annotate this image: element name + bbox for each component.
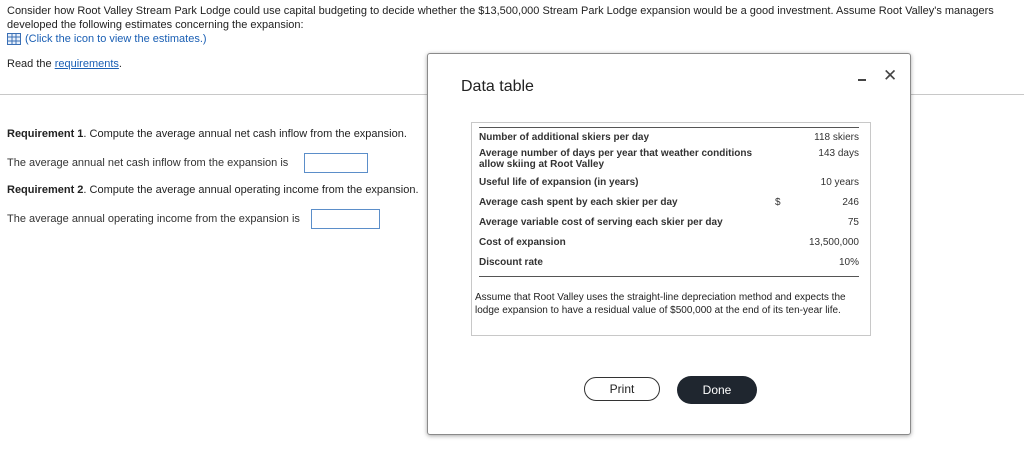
- grid-table-icon[interactable]: [7, 33, 21, 45]
- requirement-1-question: The average annual net cash inflow from the expansion is: [7, 157, 289, 169]
- read-suffix: .: [118, 58, 122, 70]
- table-row: [479, 148, 859, 177]
- estimates-table-box: [471, 122, 871, 336]
- operating-income-input[interactable]: [311, 209, 380, 229]
- table-row: [479, 217, 859, 237]
- dialog-title: Data table: [461, 78, 534, 95]
- row-currency: [775, 257, 789, 277]
- requirements-link[interactable]: requirements: [54, 58, 119, 70]
- row-value: 118 skiers: [789, 128, 859, 148]
- row-currency: [775, 148, 789, 177]
- row-currency: [775, 237, 789, 257]
- row-currency: [775, 177, 789, 197]
- row-label: Discount rate: [479, 257, 775, 277]
- row-value: 143 days: [818, 147, 859, 159]
- requirement-2-heading: [7, 184, 419, 196]
- requirement-2-text: . Compute the average annual operating income from the expansion.: [83, 184, 419, 196]
- estimates-hint[interactable]: (Click the icon to view the estimates.): [25, 33, 207, 45]
- row-label: Useful life of expansion (in years): [479, 176, 639, 188]
- table-row: [479, 177, 859, 197]
- depreciation-note: Assume that Root Valley uses the straight-line depreciation method and expects the lodge expansion to have a residual value of $500,000 at the end of its ten-year life.: [475, 292, 846, 316]
- row-currency: [775, 217, 789, 237]
- row-value: 246: [842, 196, 859, 208]
- row-value: 75: [847, 216, 859, 228]
- requirement-1-label: Requirement 1: [7, 128, 84, 140]
- minimize-icon[interactable]: [857, 74, 867, 84]
- table-row: [479, 128, 859, 148]
- read-prefix: Read the: [7, 58, 55, 70]
- table-row: [479, 257, 859, 277]
- row-label: Average variable cost of serving each skier per day: [479, 216, 723, 228]
- requirement-1-heading: [7, 128, 407, 140]
- data-table-dialog: [427, 53, 911, 435]
- print-button[interactable]: Print: [584, 377, 660, 401]
- requirement-1-text: . Compute the average annual net cash inflow from the expansion.: [83, 128, 407, 140]
- row-currency: [775, 128, 789, 148]
- table-row: [479, 197, 859, 217]
- row-value: 10%: [789, 257, 859, 277]
- requirement-2-label: Requirement 2: [7, 184, 84, 196]
- row-currency: $: [775, 196, 781, 208]
- requirement-2-question: The average annual operating income from the expansion is: [7, 213, 300, 225]
- row-label: Average cash spent by each skier per day: [479, 196, 678, 208]
- row-label: Average number of days per year that weather conditions allow skiing at Root Valley: [479, 147, 753, 170]
- row-label: Number of additional skiers per day: [479, 128, 775, 148]
- net-cash-inflow-input[interactable]: [304, 153, 368, 173]
- row-value: 13,500,000: [808, 236, 859, 248]
- table-row: [479, 237, 859, 257]
- estimates-table: [479, 127, 859, 277]
- done-button[interactable]: Done: [677, 376, 757, 404]
- intro-text: Consider how Root Valley Stream Park Lodge could use capital budgeting to decide whether the $13,500,000 Stream Park Lodge expansion would be a good investment. Assume Root Valley's managers developed the following estimates concerning the expansion:: [7, 5, 994, 31]
- row-value: 10 years: [820, 176, 859, 188]
- close-icon[interactable]: ✕: [883, 66, 898, 85]
- row-label: Cost of expansion: [479, 236, 566, 248]
- estimates-link[interactable]: [7, 33, 207, 45]
- read-requirements: [7, 58, 122, 70]
